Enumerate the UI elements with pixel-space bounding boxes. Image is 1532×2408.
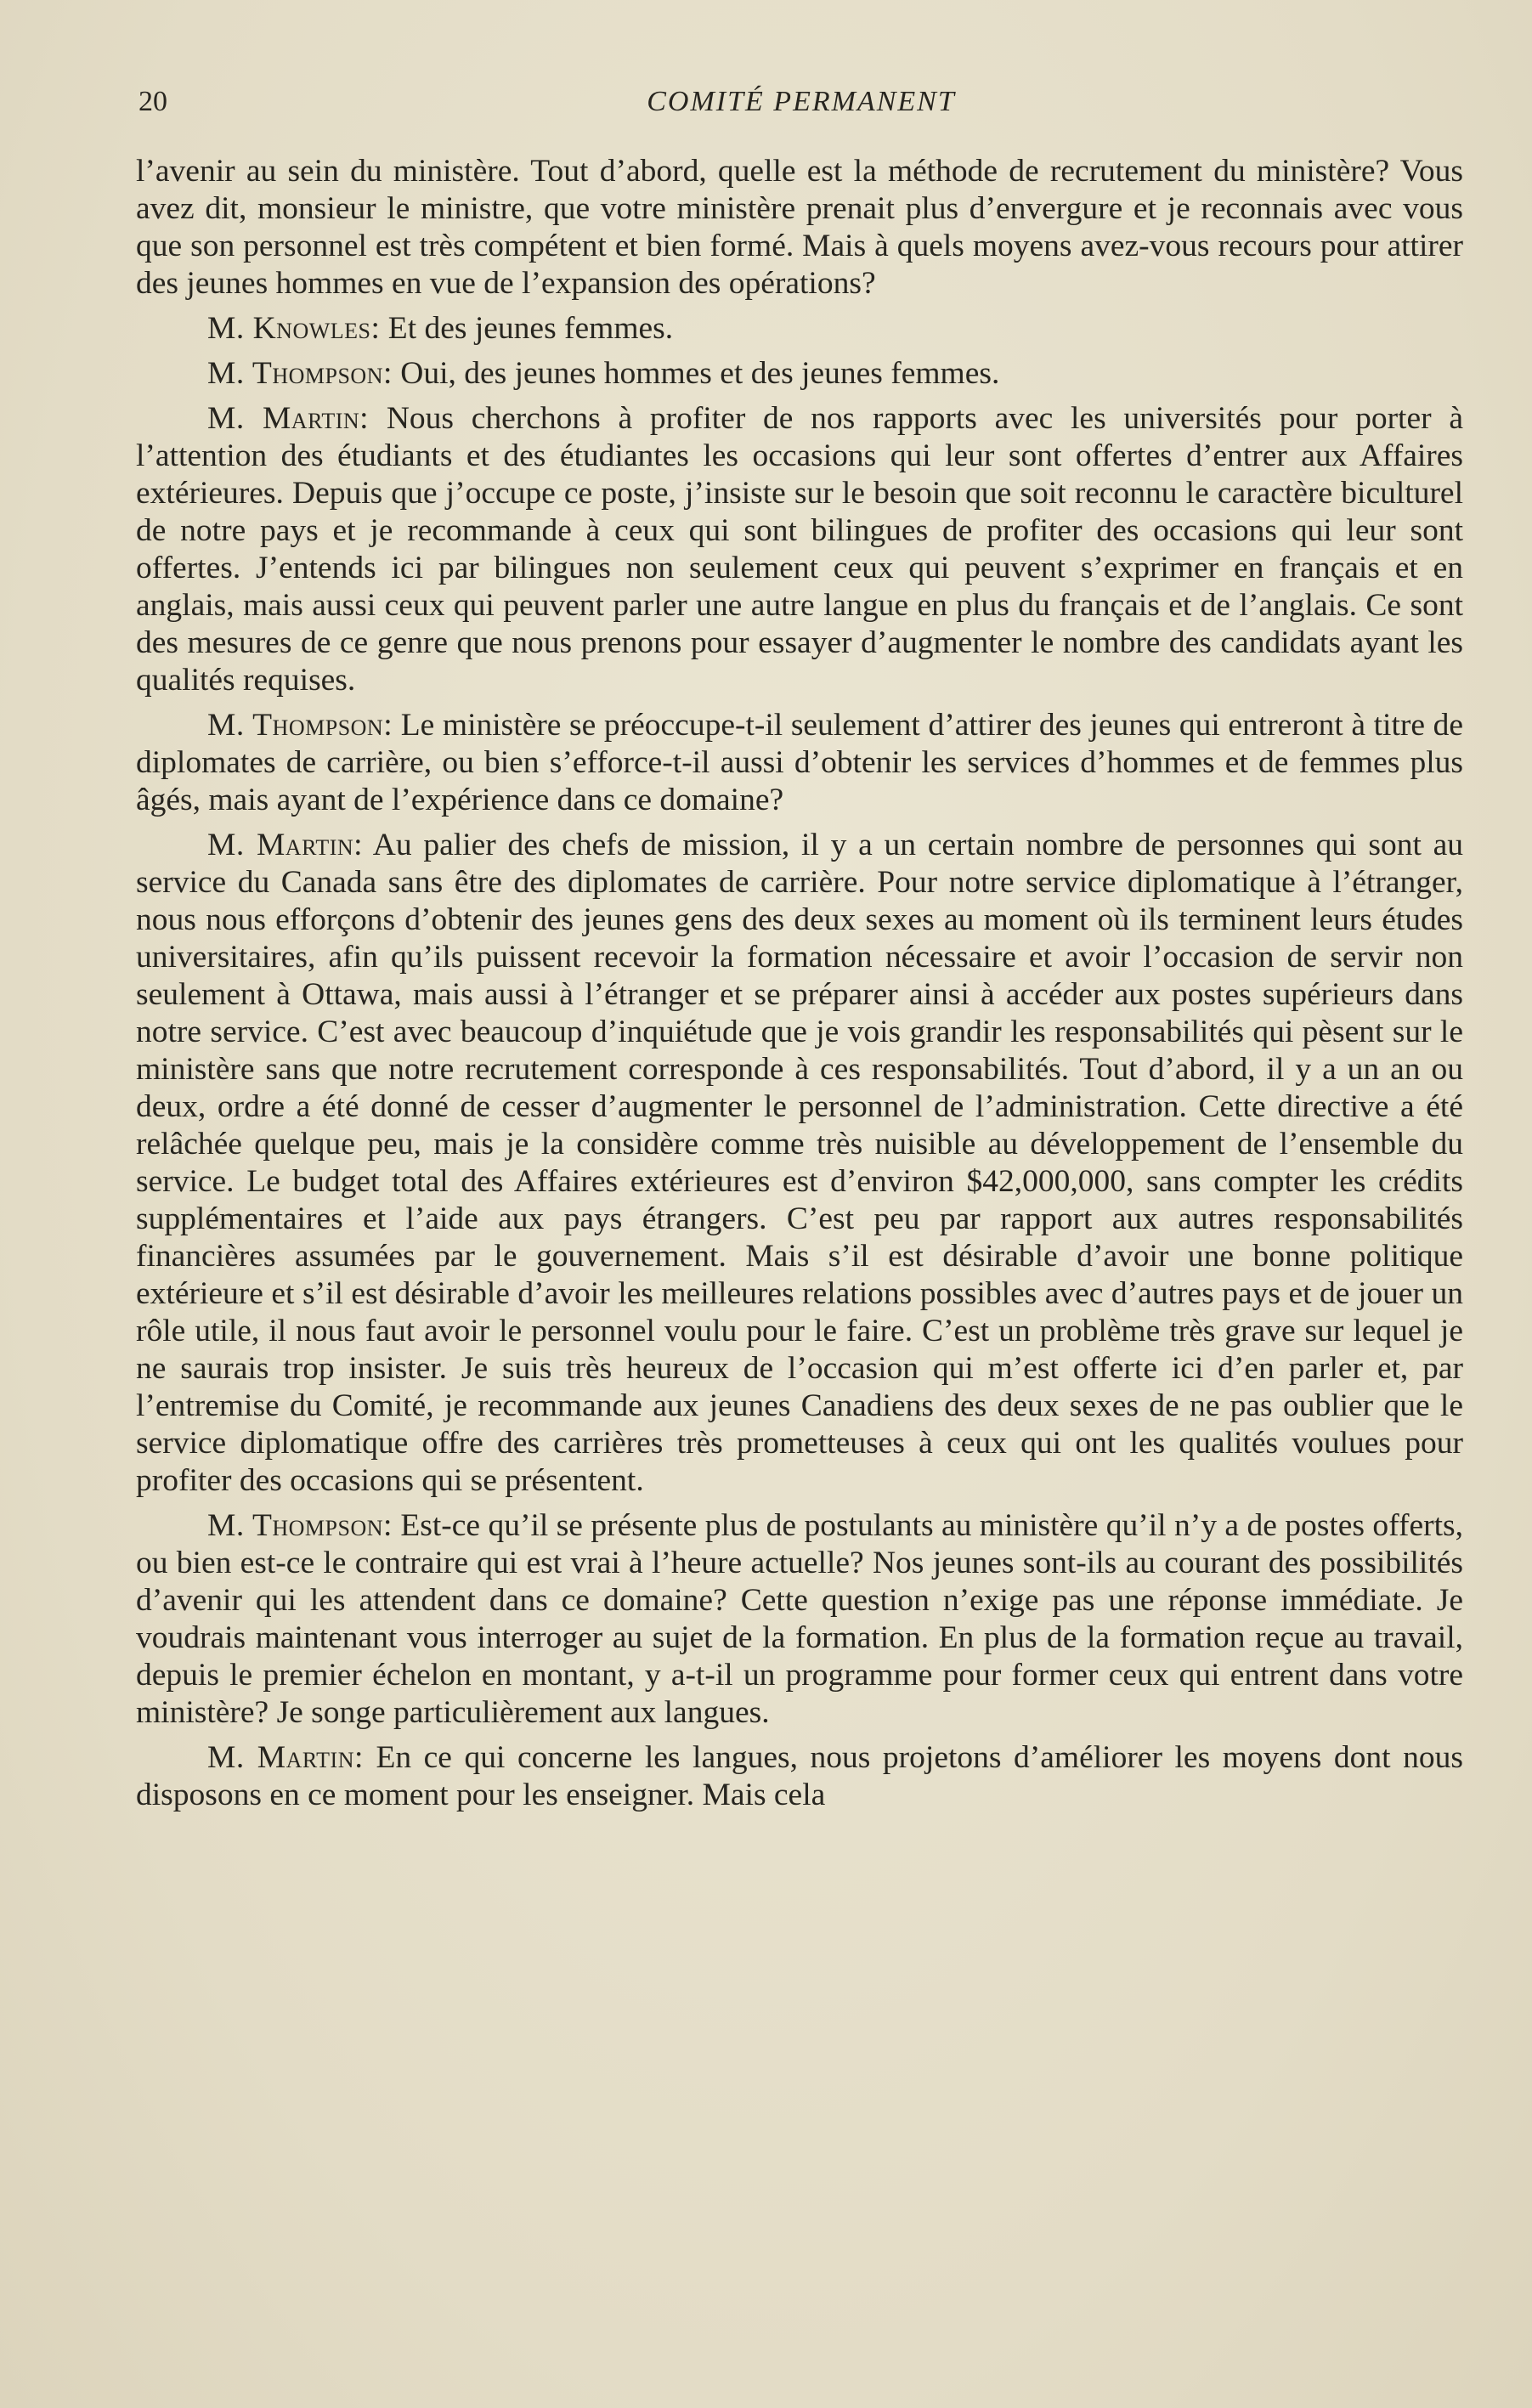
paragraph-text: En ce qui concerne les langues, nous projetons d’améliorer les moyens dont nous disposons en ce moment pour les enseigner. Mais cela [136, 1740, 1463, 1812]
paragraph-text: Nous cherchons à profiter de nos rapports avec les universités pour porter à l’attention des étudiants et des étudiantes les occasions qui leur sont offertes d’entrer aux Affaires extérieures. Depuis que j’occupe ce poste, j’insiste sur le besoin que soit reconnu le caractère biculturel de notre pays et je recommande à ceux qui sont bilingues de profiter des occasions qui leur sont offertes. J’entends ici par bilingues non seulement ceux qui peuvent s’exprimer en français et en anglais, mais aussi ceux qui peuvent parler une autre langue en plus du français et de l’anglais. Ce sont des mesures de ce genre que nous prenons pour essayer d’augmenter le nombre des candidats ayant les qualités requises. [136, 401, 1463, 698]
paragraph [136, 827, 1463, 1500]
speaker-name: M. Martin: [207, 828, 364, 862]
running-header [139, 80, 1464, 124]
paragraph-text: Est-ce qu’il se présente plus de postulants au ministère qu’il n’y a de postes offerts, ou bien est-ce le contraire qui est vrai à l’heure actuelle? Nos jeunes sont-ils au courant des possibilités d’avenir qui les attendent dans ce domaine? Cette question n’exige pas une réponse immédiate. Je voudrais maintenant vous interroger au sujet de la formation. En plus de la formation reçue au travail, depuis le premier échelon en montant, y a-t-il un programme pour former ceux qui entrent dans votre ministère? Je songe particulièrement aux langues. [136, 1508, 1463, 1730]
running-title: COMITÉ PERMANENT [647, 86, 956, 117]
paragraph [136, 1507, 1463, 1732]
paragraph-text: l’avenir au sein du ministère. Tout d’abord, quelle est la méthode de recrutement du ministère? Vous avez dit, monsieur le ministre, que votre ministère prenait plus d’envergure et je reconnais avec vous que son personnel est très compétent et bien formé. Mais à quels moyens avez-vous recours pour attirer des jeunes hommes en vue de l’expansion des opérations? [136, 154, 1463, 301]
page-number: 20 [139, 86, 167, 117]
body-text [136, 153, 1463, 1822]
paragraph [136, 1739, 1463, 1814]
paragraph-text: Et des jeunes femmes. [380, 311, 674, 346]
paragraph-text: Au palier des chefs de mission, il y a un certain nombre de personnes qui sont au service du Canada sans être des diplomates de carrière. Pour notre service diplomatique à l’étranger, nous nous efforçons d’obtenir des jeunes gens des deux sexes au moment où ils terminent leurs études universitaires, afin qu’ils puissent recevoir la formation nécessaire et avoir l’occasion de servir non seulement à Ottawa, mais aussi à l’étranger et se préparer ainsi à accéder aux postes supérieurs dans notre service. C’est avec beaucoup d’inquiétude que je vois grandir les responsabilités qui pèsent sur le ministère sans que notre recrutement corresponde à ces responsabilités. Tout d’abord, il y a un an ou deux, ordre a été donné de cesser d’augmenter le personnel de l’administration. Cette directive a été relâchée quelque peu, mais je la considère comme très nuisible au développement de l’ensemble du service. Le budget total des Affaires extérieures est d’environ $42,000,000, sans compter les crédits supplémentaires et l’aide aux pays étrangers. C’est peu par rapport aux autres responsabilités financières assumées par le gouvernement. Mais s’il est désirable d’avoir une bonne politique extérieure et s’il est désirable d’avoir les meilleures relations possibles avec d’autres pays et de jouer un rôle utile, il nous faut avoir le personnel voulu pour le faire. C’est un problème très grave sur lequel je ne saurais trop insister. Je suis très heureux de l’occasion qui m’est offerte ici d’en parler et, par l’entremise du Comité, je recommande aux jeunes Canadiens des deux sexes de ne pas oublier que le service diplomatique offre des carrières très prometteuses à ceux qui ont les qualités voulues pour profiter des occasions qui se présentent. [136, 828, 1463, 1498]
speaker-name: M. Martin: [207, 401, 370, 436]
paragraph-text: Le ministère se préoccupe-t-il seulement d’attirer des jeunes qui entreront à titre de diplomates de carrière, ou bien s’efforce-t-il aussi d’obtenir les services d’hommes et de femmes plus âgés, mais ayant de l’expérience dans ce domaine? [136, 708, 1463, 817]
paragraph [136, 707, 1463, 819]
speaker-name: M. Thompson: [207, 708, 393, 743]
paragraph-text: Oui, des jeunes hommes et des jeunes femmes. [392, 356, 1000, 391]
paragraph [136, 153, 1463, 302]
speaker-name: M. Thompson: [207, 356, 393, 391]
speaker-name: M. Martin: [207, 1740, 364, 1775]
paragraph [136, 400, 1463, 699]
speaker-name: M. Knowles: [207, 311, 381, 346]
paragraph [136, 310, 1463, 348]
paragraph [136, 355, 1463, 393]
speaker-name: M. Thompson: [207, 1508, 393, 1543]
